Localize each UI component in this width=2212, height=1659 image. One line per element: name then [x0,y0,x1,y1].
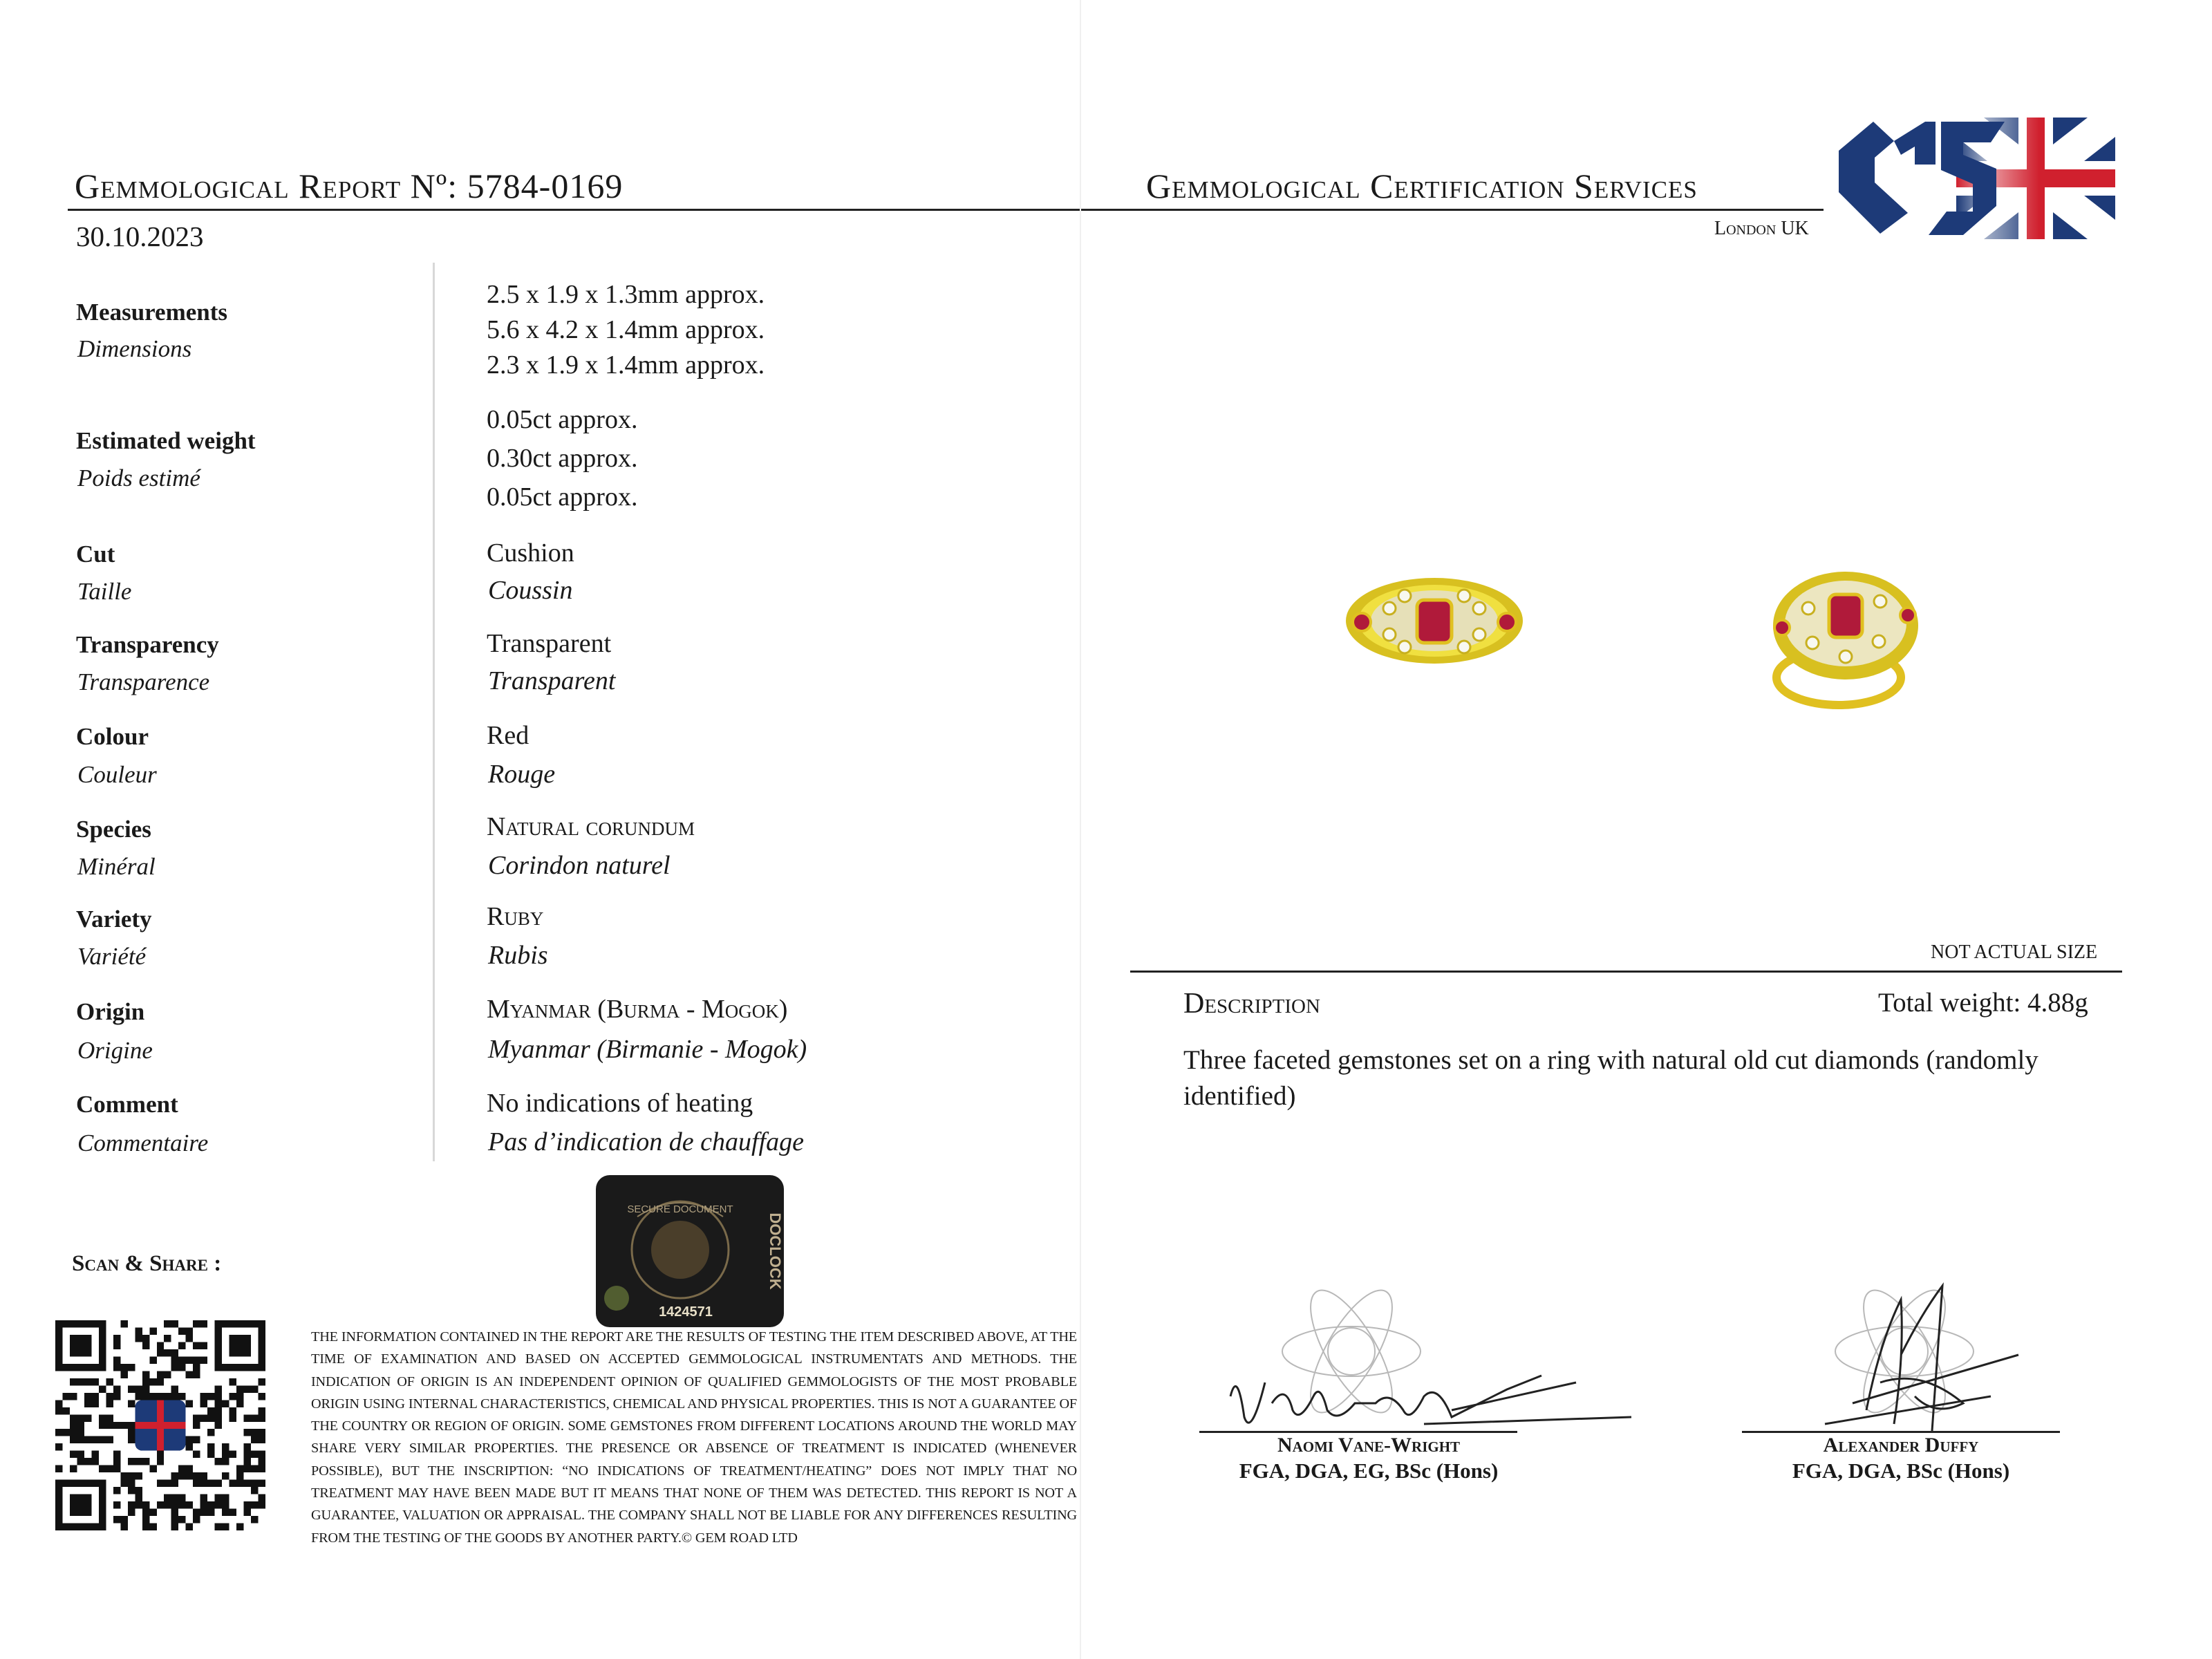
label-comment-fr: Commentaire [77,1130,209,1156]
label-origin-fr: Origine [77,1037,153,1064]
label-transparency-fr: Transparence [77,668,210,695]
label-species: Species [76,816,151,843]
company-name: Gemmological Certification Services [1146,167,1698,205]
ring-angled-view-image [1763,560,1929,719]
value-measurement-3: 2.3 x 1.9 x 1.4mm approx. [487,350,765,379]
header-rule [68,209,1824,211]
value-variety-fr: Rubis [488,941,548,970]
value-species-fr: Corindon naturel [488,851,671,880]
scan-share-label: Scan & Share : [72,1251,222,1276]
report-date: 30.10.2023 [76,221,204,252]
ring-top-view-image [1341,560,1528,677]
value-origin-fr: Myanmar (Birmanie - Mogok) [488,1035,807,1064]
value-measurement-2: 5.6 x 4.2 x 1.4mm approx. [487,315,765,344]
value-cut-fr: Coussin [488,576,573,605]
label-measurements: Measurements [76,299,228,326]
signatory-name: Alexander Duffy [1823,1434,1979,1456]
label-weight: Estimated weight [76,427,256,454]
column-divider [433,263,435,1161]
signature-alexander-duffy [1783,1272,2046,1452]
label-species-fr: Minéral [77,853,156,880]
description-heading: Description [1183,988,1320,1020]
value-comment: No indications of heating [487,1089,753,1118]
value-comment-fr: Pas d’indication de chauffage [488,1127,804,1156]
security-hologram [596,1175,784,1327]
signature-line [1742,1431,2060,1433]
signatory-name: Naomi Vane-Wright [1277,1434,1461,1456]
signatory-credentials: FGA, DGA, EG, BSc (Hons) [1239,1459,1499,1483]
image-note: NOT ACTUAL SIZE [1931,941,2098,963]
label-cut-fr: Taille [77,578,132,605]
label-variety-fr: Variété [77,943,147,970]
value-weight-1: 0.05ct approx. [487,405,638,434]
hologram-text: SECURE DOCUMENT [627,1203,733,1215]
label-cut: Cut [76,541,115,568]
value-transparency-fr: Transparent [488,666,616,695]
value-species: Natural corundum [487,812,695,841]
value-colour: Red [487,721,529,750]
value-variety: Ruby [487,902,544,931]
hologram-brand: DOCLOCK [767,1212,784,1290]
hologram-serial: 1424571 [659,1304,713,1320]
label-weight-fr: Poids estimé [77,465,200,491]
label-transparency: Transparency [76,631,219,658]
page-fold [1080,0,1081,1659]
label-measurements-fr: Dimensions [77,335,192,362]
label-colour: Colour [76,723,149,750]
label-origin: Origin [76,998,145,1025]
description-text: Three faceted gemstones set on a ring with natural old cut diamonds (randomly identified) [1183,1045,2038,1111]
value-weight-3: 0.05ct approx. [487,482,638,512]
value-transparency: Transparent [487,629,612,658]
value-cut: Cushion [487,538,574,568]
value-origin: Myanmar (Burma - Mogok) [487,995,788,1024]
value-weight-2: 0.30ct approx. [487,444,638,473]
label-comment: Comment [76,1091,178,1118]
signature-line [1199,1431,1517,1433]
signatory-credentials: FGA, DGA, BSc (Hons) [1792,1459,2010,1483]
qr-code[interactable] [55,1320,265,1530]
value-colour-fr: Rouge [488,760,556,789]
gcs-logo [1825,116,2118,243]
total-weight: Total weight: 4.88g [1878,988,2088,1018]
value-measurement-1: 2.5 x 1.9 x 1.3mm approx. [487,280,765,309]
report-title: Gemmological Report Nº: 5784-0169 [75,167,624,205]
company-location: London UK [1714,218,1809,239]
label-colour-fr: Couleur [77,761,157,788]
disclaimer-text: THE INFORMATION CONTAINED IN THE REPORT ARE THE RESULTS OF TESTING THE ITEM DESCRIBED ABOVE, AT THE TIME OF EXAMINATION AND BASED ON ACCEPTED GEMMOLOGICAL INSTRUMENTATS AND METHODS. THE INDICATION OF ORIGIN IS AN INDEPENDENT OPINION OF QUALIFIED GEMMOLOGISTS OF THE MOST PROBABLE ORIGIN USING INTERNAL CHARACTERISTICS, CHEMICAL AND PHYSICAL PROPERTIES. THIS IS NOT A GUARANTEE OF THE COUNTRY OR REGION OF ORIGIN. SOME GEMSTONES FROM DIFFERENT LOCATIONS AROUND THE WORLD MAY SHARE VERY SIMILAR PROPERTIES. THE PRESENCE OR ABSENCE OF TREATMENT IS INDICATED (WHENEVER POSSIBLE), BUT THE INSCRIPTION: “NO INDICATIONS OF TREATMENT/HEATING” DOES NOT IMPLY THAT NO TREATMENT MAY HAVE BEEN MADE BUT IT MEANS THAT NONE OF THEM WAS DETECTED. THIS REPORT IS NOT A GUARANTEE, VALUATION OR APPRAISAL. THE COMPANY SHALL NOT BE LIABLE FOR ANY DIFFERENCES RESULTING FROM THE TESTING OF THE GOODS BY ANOTHER PARTY.© GEM ROAD LTD [311,1329,1077,1546]
description-rule [1130,971,2122,973]
label-variety: Variety [76,906,152,932]
